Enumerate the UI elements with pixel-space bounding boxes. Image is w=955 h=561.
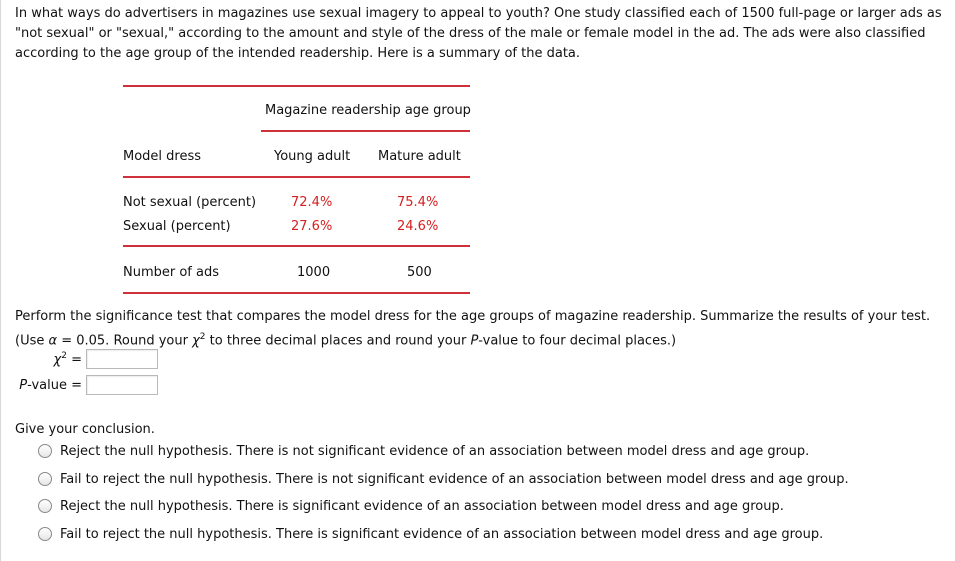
table-rule-top: [123, 85, 470, 87]
col-header-mature: Mature adult: [378, 149, 461, 164]
radio-button[interactable]: [38, 527, 52, 541]
radio-button[interactable]: [38, 472, 52, 486]
data-table: [123, 85, 470, 295]
conclusion-option-3[interactable]: [38, 497, 784, 515]
option-label: Reject the null hypothesis. There is significant evidence of an association between model dress and age group.: [60, 498, 784, 514]
task-instructions: [15, 307, 950, 351]
cell-not-sexual-young: 72.4%: [291, 195, 333, 210]
intro-paragraph: In what ways do advertisers in magazines use sexual imagery to appeal to youth? One study classified each of 1500 full-page or larger ads as "not sexual" or "sexual," according to the amount and style of the dress of the male or female model in the ad. The ads were also classified according to the age group of the intended readership. Here is a summary of the data.: [15, 6, 942, 61]
conclusion-option-1[interactable]: [38, 442, 809, 460]
count-mature: 500: [407, 265, 432, 280]
p-value-row: [15, 374, 158, 396]
option-label: Fail to reject the null hypothesis. There is not significant evidence of an association between model dress and age group.: [60, 471, 849, 487]
radio-button[interactable]: [38, 499, 52, 513]
task-line-2: (Use α = 0.05. Round your $\chi^2$ to three decimal places and round your P-value to four decimal places.): [15, 332, 677, 349]
task-line-1: Perform the significance test that compares the model dress for the age groups of magazine readership. Summarize the results of your test.: [15, 309, 931, 324]
row-header: Model dress: [123, 149, 202, 164]
radio-button[interactable]: [38, 444, 52, 458]
count-label: Number of ads: [123, 265, 220, 280]
cell-not-sexual-mature: 75.4%: [397, 195, 439, 210]
p-value-input[interactable]: [86, 375, 158, 395]
p-symbol: P: [470, 333, 479, 349]
count-young: 1000: [297, 265, 331, 280]
alpha-symbol: α: [48, 333, 58, 349]
option-label: Reject the null hypothesis. There is not significant evidence of an association between model dress and age group.: [60, 443, 810, 459]
col-header-young: Young adult: [274, 149, 351, 164]
conclusion-prompt: Give your conclusion.: [15, 422, 155, 437]
table-rule-group: [261, 130, 470, 132]
conclusion-option-2[interactable]: [38, 470, 849, 488]
cell-sexual-young: 27.6%: [291, 219, 333, 234]
table-rule-bottom: [123, 292, 470, 294]
chi-square-row: [15, 348, 158, 370]
chi-square-label: $\chi^2$ =: [53, 350, 82, 368]
chi-square-input[interactable]: [86, 349, 158, 369]
conclusion-option-4[interactable]: [38, 525, 823, 543]
table-rule-body: [123, 245, 470, 247]
chi-symbol: χ: [192, 333, 200, 349]
option-label: Fail to reject the null hypothesis. There is significant evidence of an association between model dress and age group.: [60, 526, 824, 542]
left-border: [0, 0, 1, 561]
table-rule-header: [123, 176, 470, 178]
p-value-label: P-value =: [19, 377, 82, 393]
row-label-sexual: Sexual (percent): [123, 219, 231, 234]
row-label-not-sexual: Not sexual (percent): [123, 195, 257, 210]
cell-sexual-mature: 24.6%: [397, 219, 439, 234]
group-header: Magazine readership age group: [265, 103, 471, 118]
